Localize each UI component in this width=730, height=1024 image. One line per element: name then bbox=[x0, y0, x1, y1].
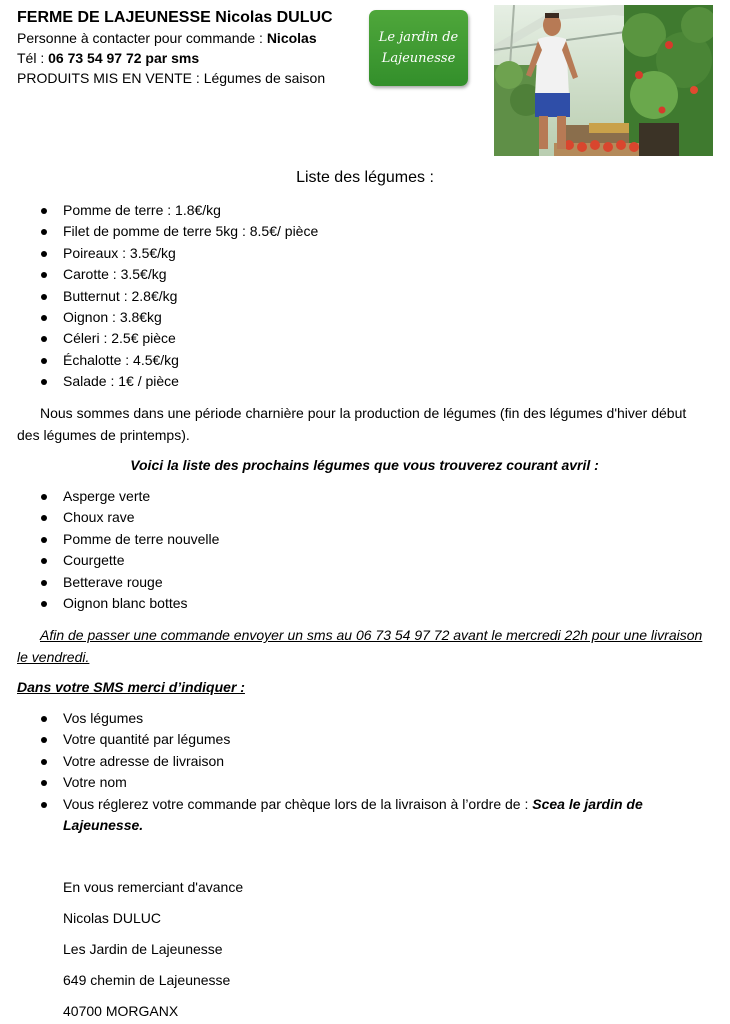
contact-label: Personne à contacter pour commande : bbox=[17, 30, 267, 46]
contact-name: Nicolas bbox=[266, 30, 317, 46]
tel-label: Tél : bbox=[17, 50, 49, 66]
upcoming-vegetables-title: Voici la liste des prochains légumes que vous trouverez courant avril : bbox=[130, 457, 599, 473]
vegetable-list-title: Liste des légumes : bbox=[296, 169, 434, 186]
list-item: Oignon blanc bottes bbox=[63, 593, 219, 614]
list-item: Asperge verte bbox=[63, 486, 219, 507]
logo-text: Le jardin de Lajeunesse bbox=[378, 30, 459, 66]
list-item: Votre adresse de livraison bbox=[63, 751, 663, 772]
contact-line bbox=[17, 28, 333, 48]
tel-line bbox=[17, 48, 333, 68]
payment-item bbox=[63, 794, 663, 837]
list-item: Pomme de terre nouvelle bbox=[63, 529, 219, 550]
sms-instructions-title: Dans votre SMS merci d’indiquer : bbox=[17, 679, 245, 695]
list-item: Courgette bbox=[63, 550, 219, 571]
list-item: Filet de pomme de terre 5kg : 8.5€/ pièce bbox=[63, 221, 318, 242]
tel-value: 06 73 54 97 72 par sms bbox=[48, 50, 200, 66]
list-item: Votre quantité par légumes bbox=[63, 729, 663, 750]
payment-text: Vous réglerez votre commande par chèque lors de la livraison à l’ordre de : bbox=[63, 795, 533, 812]
sms-instructions-list bbox=[63, 708, 663, 836]
farm-name: FERME DE LAJEUNESSE Nicolas DULUC bbox=[17, 9, 333, 26]
list-item: Votre nom bbox=[63, 772, 663, 793]
list-item: Salade : 1€ / pièce bbox=[63, 371, 318, 392]
products-line: PRODUITS MIS EN VENTE : Légumes de saison bbox=[17, 70, 326, 86]
order-instructions: Afin de passer une commande envoyer un sms au 06 73 54 97 72 avant le mercredi 22h pour une livraison le vendredi. bbox=[17, 627, 703, 665]
list-item: Choux rave bbox=[63, 507, 219, 528]
list-item: Betterave rouge bbox=[63, 572, 219, 593]
season-paragraph: Nous sommes dans une période charnière pour la production de légumes (fin des légumes d'hiver début des légumes de printemps). bbox=[17, 405, 687, 443]
list-item: Céleri : 2.5€ pièce bbox=[63, 328, 318, 349]
list-item: Pomme de terre : 1.8€/kg bbox=[63, 200, 318, 221]
signature-city: 40700 MORGANX bbox=[63, 1003, 179, 1019]
list-item: Vos légumes bbox=[63, 708, 663, 729]
photo-illustration bbox=[494, 5, 713, 156]
upcoming-vegetable-list bbox=[63, 486, 219, 614]
list-item: Oignon : 3.8€kg bbox=[63, 307, 318, 328]
letterhead bbox=[17, 7, 333, 88]
payee-name: Scea le jardin de Lajeunesse. bbox=[63, 795, 643, 834]
vegetable-price-list bbox=[63, 200, 318, 393]
list-item: Échalotte : 4.5€/kg bbox=[63, 350, 318, 371]
list-item: Butternut : 2.8€/kg bbox=[63, 286, 318, 307]
signature-thanks: En vous remerciant d'avance bbox=[63, 879, 244, 895]
signature-street: 649 chemin de Lajeunesse bbox=[63, 972, 231, 988]
list-item: Carotte : 3.5€/kg bbox=[63, 264, 318, 285]
signature-company: Les Jardin de Lajeunesse bbox=[63, 941, 223, 957]
list-item: Poireaux : 3.5€/kg bbox=[63, 243, 318, 264]
farmer-greenhouse-photo bbox=[494, 5, 713, 156]
signature-name: Nicolas DULUC bbox=[63, 910, 162, 926]
jardin-logo bbox=[369, 10, 468, 86]
